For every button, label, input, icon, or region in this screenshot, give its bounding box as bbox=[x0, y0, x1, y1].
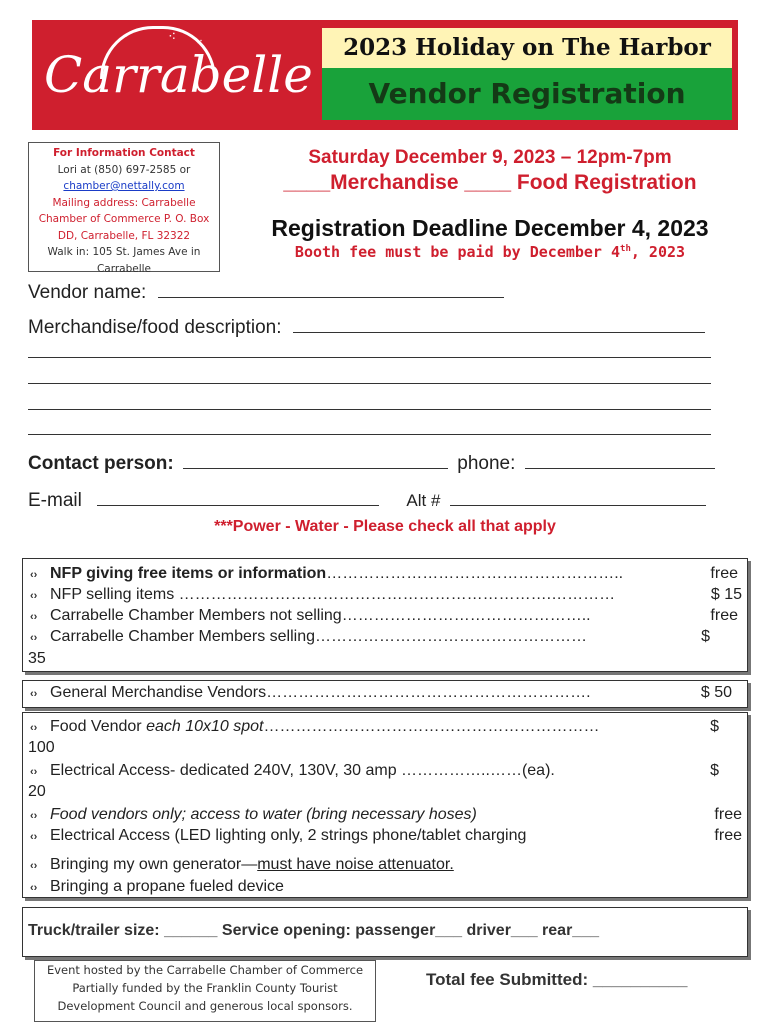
option-label: Electrical Access- dedicated 240V, 130V, 30 amp bbox=[50, 762, 402, 779]
option-price: $ bbox=[710, 762, 719, 779]
option-price-wrap: 100 bbox=[28, 739, 55, 756]
info-email-link[interactable]: chamber@nettally.com bbox=[63, 180, 185, 192]
radio-icon[interactable]: ‹› bbox=[30, 688, 38, 700]
option-price: free bbox=[710, 565, 738, 582]
contact-info-box bbox=[28, 142, 220, 275]
info-heading: For Information Contact bbox=[53, 147, 195, 159]
phone-label: phone: bbox=[457, 453, 516, 474]
option-label: General Merchandise Vendors bbox=[50, 684, 267, 701]
email-field[interactable] bbox=[97, 487, 379, 506]
radio-icon[interactable]: ‹› bbox=[30, 632, 38, 644]
bird-icon: ⁖ bbox=[196, 36, 204, 50]
event-date: Saturday December 9, 2023 – 12pm-7pm bbox=[308, 147, 672, 168]
option-price: $ 50 bbox=[700, 684, 732, 701]
option-dots: ……………………………………….. bbox=[341, 607, 591, 624]
option-food-vendor[interactable] bbox=[30, 716, 600, 739]
option-label-underlined: must have noise attenuator. bbox=[257, 856, 454, 873]
option-nfp-free[interactable] bbox=[30, 563, 623, 586]
option-label: Electrical Access (LED lighting only, 2 strings phone/tablet charging bbox=[50, 827, 527, 844]
radio-icon[interactable]: ‹› bbox=[30, 569, 38, 581]
option-price-wrap: 35 bbox=[28, 650, 46, 667]
option-water-access[interactable] bbox=[30, 804, 477, 827]
description-line[interactable] bbox=[28, 434, 711, 435]
option-dots: ……………………………………………………. bbox=[266, 684, 591, 701]
vendor-name-field[interactable] bbox=[158, 279, 504, 298]
radio-icon[interactable]: ‹› bbox=[30, 611, 38, 623]
radio-icon[interactable]: ‹› bbox=[30, 810, 38, 822]
alt-phone-field[interactable] bbox=[450, 487, 706, 506]
power-water-heading: ***Power - Water - Please check all that apply bbox=[214, 518, 556, 535]
option-nfp-selling[interactable] bbox=[30, 584, 615, 607]
truck-trailer-fields[interactable]: Truck/trailer size: ______ Service opening: passenger___ driver___ rear___ bbox=[28, 922, 599, 939]
option-electrical-dedicated[interactable] bbox=[30, 760, 555, 783]
option-price: $ bbox=[710, 718, 719, 735]
booth-fee-sup: th bbox=[620, 244, 631, 254]
option-label: Bringing my own generator— bbox=[50, 856, 258, 873]
option-propane[interactable] bbox=[30, 876, 284, 899]
radio-icon[interactable]: ‹› bbox=[30, 590, 38, 602]
booth-fee-note bbox=[230, 243, 750, 261]
option-price: free bbox=[710, 607, 738, 624]
contact-person-field[interactable] bbox=[183, 450, 448, 469]
option-label: Bringing a propane fueled device bbox=[50, 878, 284, 895]
option-label: Carrabelle Chamber Members selling bbox=[50, 628, 315, 645]
option-dots: ……………..……(ea). bbox=[401, 762, 555, 779]
booth-fee-year: , 2023 bbox=[630, 243, 686, 261]
description-row bbox=[28, 314, 705, 339]
description-line[interactable] bbox=[28, 357, 711, 358]
option-dots: ……………………………………………….. bbox=[326, 565, 624, 582]
info-mailing-address: Mailing address: Carrabelle Chamber of Commerce P. O. Box DD, Carrabelle, FL 32322 bbox=[38, 196, 210, 242]
description-line[interactable] bbox=[28, 383, 711, 384]
option-label: Carrabelle Chamber Members not selling bbox=[50, 607, 342, 624]
registration-type: ____Merchandise ____ Food Registration bbox=[283, 171, 697, 194]
carrabelle-logo: Carrabelle bbox=[44, 46, 313, 104]
option-members-selling[interactable] bbox=[30, 626, 587, 649]
option-label: Food vendors only; access to water (bring necessary hoses) bbox=[50, 806, 477, 823]
vendor-name-row bbox=[28, 279, 504, 304]
option-price: $ bbox=[701, 628, 710, 645]
option-label: Food Vendor bbox=[50, 718, 147, 735]
option-price: free bbox=[714, 806, 742, 823]
option-dots: …………………………………………………………….………… bbox=[178, 586, 616, 603]
contact-row bbox=[28, 450, 715, 475]
radio-icon[interactable]: ‹› bbox=[30, 882, 38, 894]
option-general-merchandise[interactable] bbox=[30, 682, 591, 705]
option-generator[interactable] bbox=[30, 854, 454, 877]
total-fee-field[interactable]: Total fee Submitted: __________ bbox=[426, 970, 688, 989]
option-label-italic: each 10x10 spot bbox=[146, 718, 264, 735]
option-electrical-led[interactable] bbox=[30, 825, 526, 848]
option-members-not-selling[interactable] bbox=[30, 605, 591, 628]
description-line[interactable] bbox=[28, 409, 711, 410]
email-row bbox=[28, 487, 706, 512]
alt-phone-label: Alt # bbox=[406, 491, 441, 510]
phone-field[interactable] bbox=[525, 450, 715, 469]
option-label: NFP selling items bbox=[50, 586, 179, 603]
option-dots: ……………………………………………………… bbox=[263, 718, 600, 735]
contact-person-label: Contact person: bbox=[28, 453, 174, 474]
option-label: NFP giving free items or information bbox=[50, 565, 327, 582]
description-label: Merchandise/food description: bbox=[28, 317, 282, 338]
form-title: Vendor Registration bbox=[322, 68, 732, 120]
bird-icon: ⁖ bbox=[168, 28, 177, 44]
vendor-name-label: Vendor name: bbox=[28, 282, 147, 303]
option-price: $ 15 bbox=[710, 586, 742, 603]
radio-icon[interactable]: ‹› bbox=[30, 860, 38, 872]
radio-icon[interactable]: ‹› bbox=[30, 831, 38, 843]
option-price: free bbox=[714, 827, 742, 844]
info-contact: Lori at (850) 697-2585 or bbox=[57, 163, 191, 176]
option-dots: …………………………………………… bbox=[315, 628, 587, 645]
booth-fee-text: Booth fee must be paid by December 4 bbox=[294, 243, 621, 261]
option-price-wrap: 20 bbox=[28, 783, 46, 800]
event-title: 2023 Holiday on The Harbor bbox=[322, 28, 732, 68]
radio-icon[interactable]: ‹› bbox=[30, 722, 38, 734]
description-field[interactable] bbox=[293, 314, 705, 333]
email-label: E-mail bbox=[28, 490, 82, 511]
sponsor-note: Event hosted by the Carrabelle Chamber of Commerce Partially funded by the Franklin County Tourist Development Council and generous local sponsors. bbox=[34, 960, 376, 1022]
info-walkin-address: Walk in: 105 St. James Ave in Carrabelle bbox=[47, 246, 201, 275]
radio-icon[interactable]: ‹› bbox=[30, 766, 38, 778]
registration-deadline: Registration Deadline December 4, 2023 bbox=[271, 215, 709, 241]
